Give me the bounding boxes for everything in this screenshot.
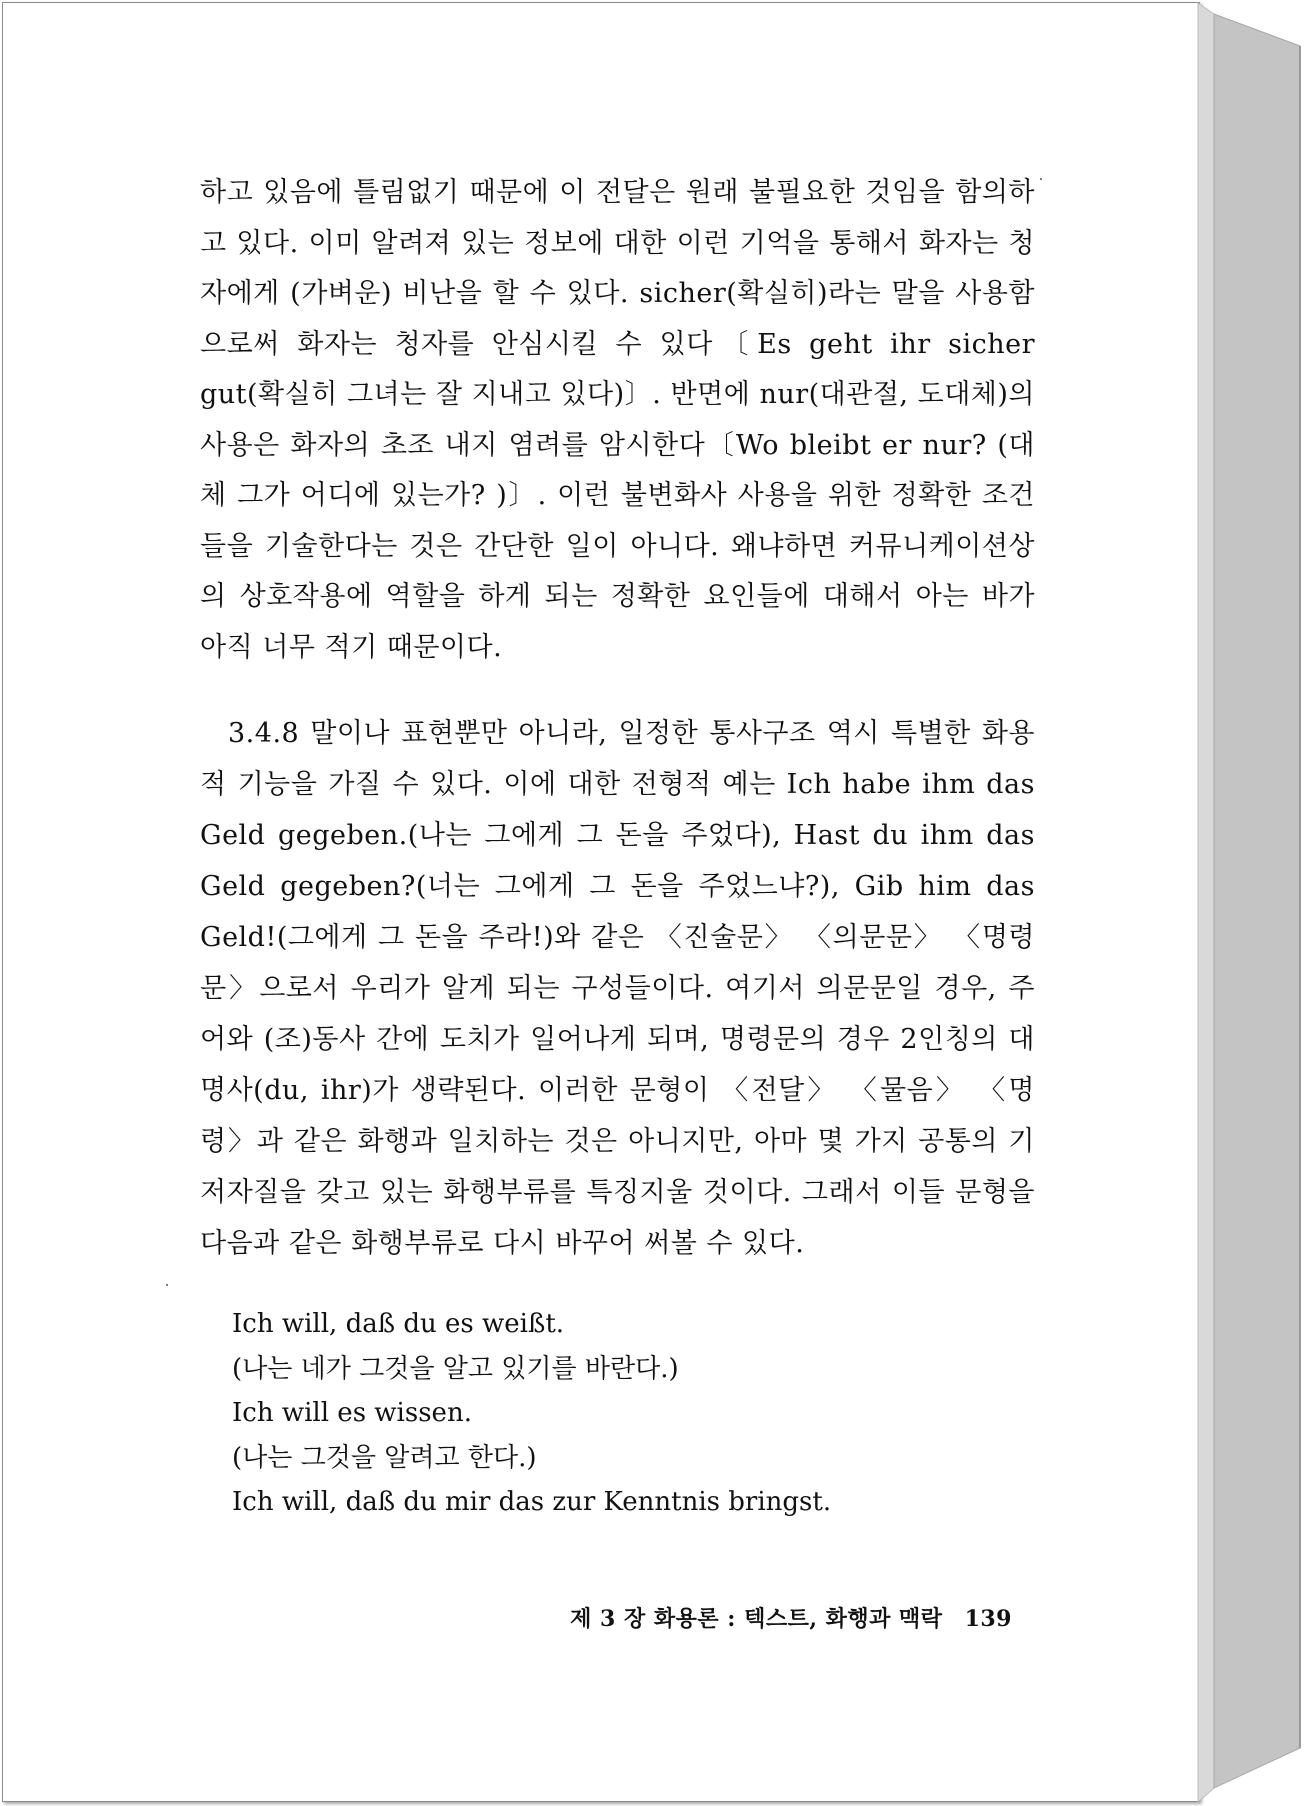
scan-speck bbox=[166, 1284, 168, 1286]
scan-speck bbox=[1040, 178, 1042, 180]
example-line: Ich will es wissen. bbox=[232, 1398, 472, 1428]
body-paragraph-1: 하고 있음에 틀림없기 때문에 이 전달은 원래 불필요한 것임을 함의하고 있다. 이미 알려져 있는 정보에 대한 이런 기억을 통해서 화자는 청자에게 (가벼운) 비난을 할 수 있다. sicher(확실히)라는 말을 사용함으로써 화자는 청자를 안심시킬 수 있다〔Es geht ihr sicher gut(확실히 그녀는 잘 지내고 있다)〕. 반면에 nur(대관절, 도대체)의 사용은 화자의 초조 내지 염려를 암시한다〔Wo bleibt er nur? (대체 그가 어디에 있는가? )〕. 이런 불변화사 사용을 위한 정확한 조건들을 기술한다는 것은 간단한 일이 아니다. 왜냐하면 커뮤니케이션상의 상호작용에 역할을 하게 되는 정확한 요인들에 대해서 아는 바가 아직 너무 적기 때문이다. bbox=[200, 177, 1035, 663]
example-line: (나는 그것을 알려고 한다.) bbox=[232, 1442, 537, 1473]
example-sentences bbox=[232, 1302, 992, 1525]
page-number: 139 bbox=[964, 1606, 1012, 1632]
example-line: Ich will, daß du es weißt. bbox=[232, 1309, 565, 1339]
running-head: 제 3 장 화용론 : 텍스트, 화행과 맥락 bbox=[570, 1606, 943, 1632]
body-paragraph-2-text: 3.4.8 말이나 표현뿐만 아니라, 일정한 통사구조 역시 특별한 화용적 기능을 가질 수 있다. 이에 대한 전형적 예는 Ich habe ihm das Geld gegeben.(나는 그에게 그 돈을 주었다), Hast du ihm das Geld gegeben?(너는 그에게 그 돈을 주었느냐?), Gib him das Geld!(그에게 그 돈을 주라!)와 같은 〈진술문〉 〈의문문〉 〈명령문〉으로서 우리가 알게 되는 구성들이다. 여기서 의문문일 경우, 주어와 (조)동사 간에 도치가 일어나게 되며, 명령문의 경우 2인칭의 대명사(du, ihr)가 생략된다. 이러한 문형이 〈전달〉 〈물음〉 〈명령〉과 같은 화행과 일치하는 것은 아니지만, 아마 몇 가지 공통의 기저자질을 갖고 있는 화행부류를 특징지울 것이다. 그래서 이들 문형을 다음과 같은 화행부류로 다시 바꾸어 써볼 수 있다. bbox=[200, 718, 1035, 1259]
body-paragraph-2 bbox=[200, 708, 1035, 1269]
page-footer bbox=[200, 1602, 1012, 1633]
example-line: Ich will, daß du mir das zur Kenntnis bringst. bbox=[232, 1487, 832, 1517]
example-line: (나는 네가 그것을 알고 있기를 바란다.) bbox=[232, 1353, 679, 1384]
